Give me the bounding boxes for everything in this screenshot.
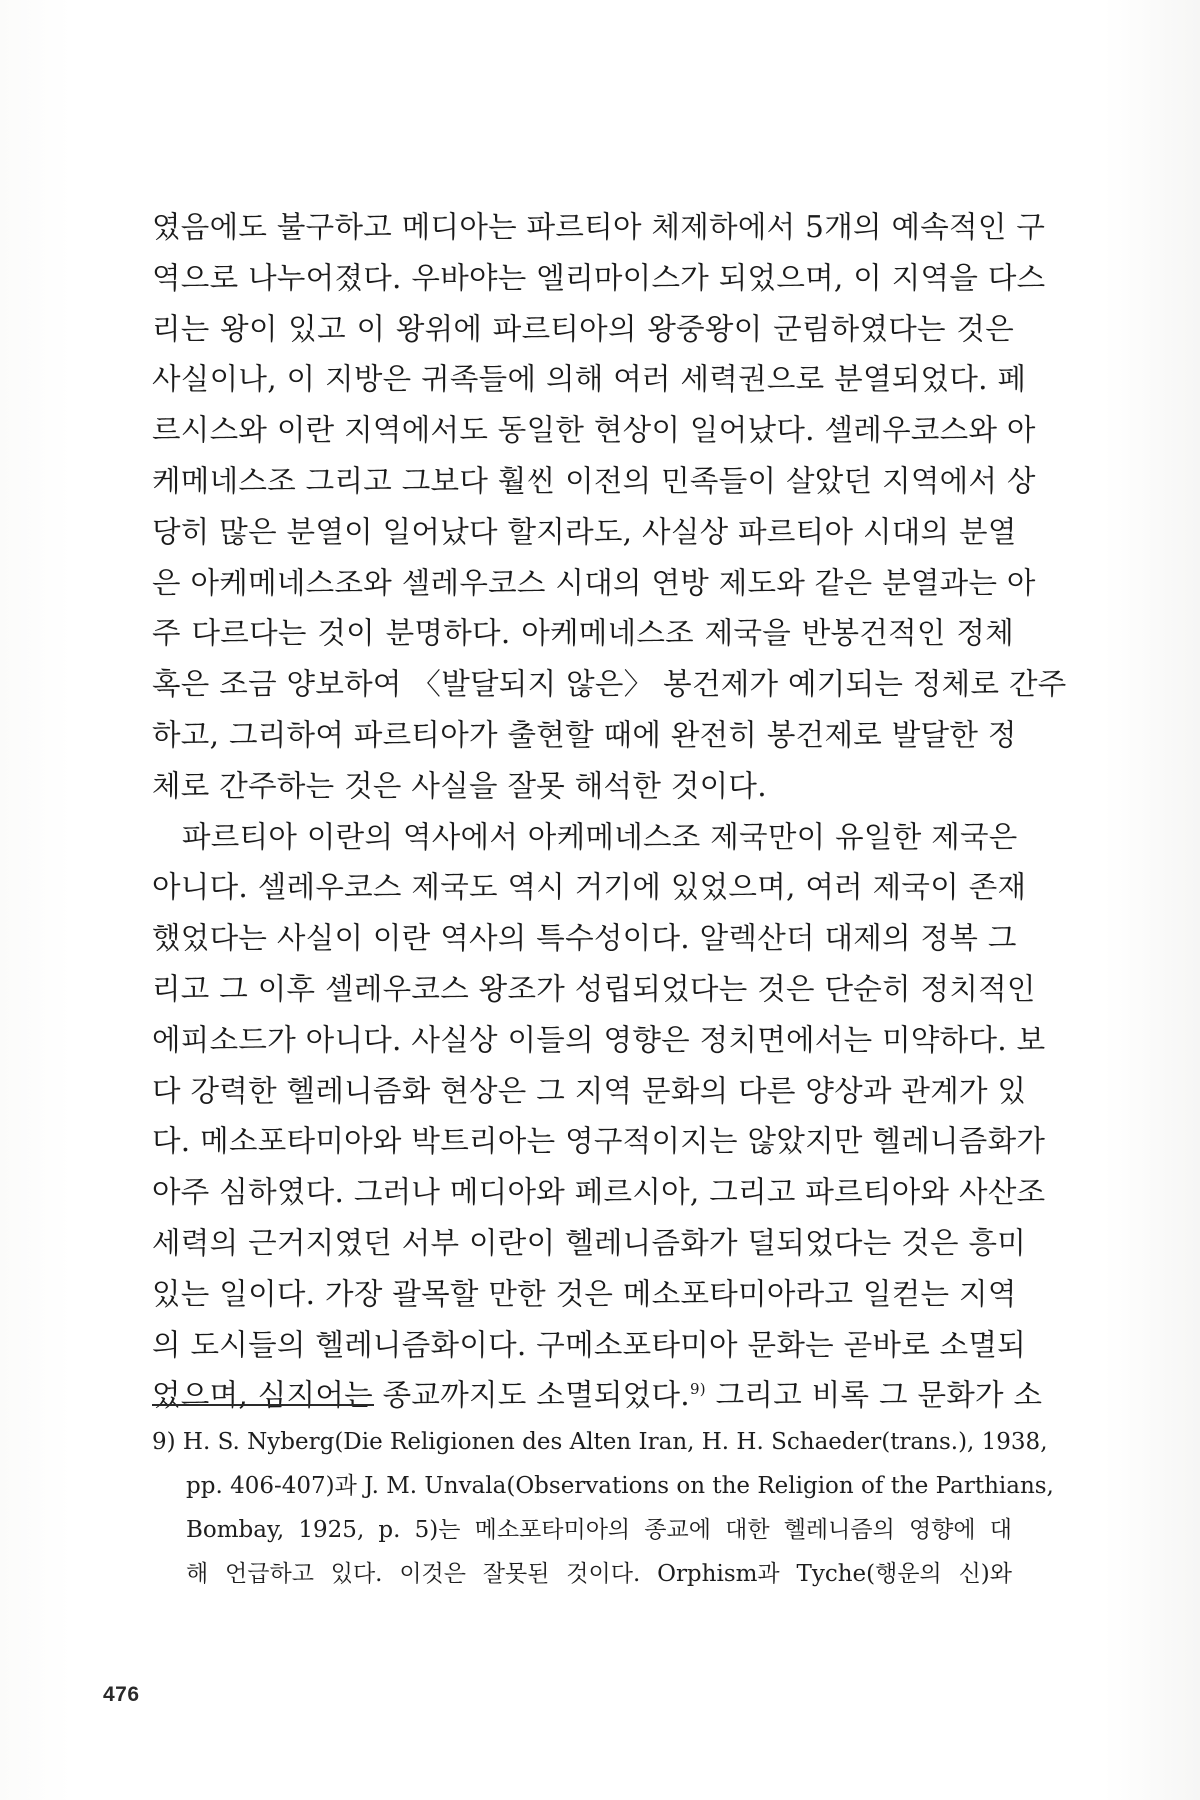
text-line: 의 도시들의 헬레니즘화이다. 구메소포타미아 문화는 곧바로 소멸되 [152,1327,1027,1362]
text-line: 다. 메소포타미아와 박트리아는 영구적이지는 않았지만 헬레니즘화가 [152,1124,1046,1159]
text-line: 당히 많은 분열이 일어났다 할지라도, 사실상 파르티아 시대의 분열 [152,514,1017,549]
footnote [152,1420,1054,1596]
text-line: 아니다. 셀레우코스 제국도 역시 거기에 있었으며, 여러 제국이 존재 [152,870,1027,905]
text-segment: 그리고 비록 그 문화가 소 [715,1378,1043,1413]
text-line: 리는 왕이 있고 이 왕위에 파르티아의 왕중왕이 군림하였다는 것은 [152,311,1014,346]
footnote-reference[interactable]: 9) [689,1380,706,1399]
text-line: 했었다는 사실이 이란 역사의 특수성이다. 알렉산더 대제의 정복 그 [152,921,1017,956]
text-line: 다 강력한 헬레니즘화 현상은 그 지역 문화의 다른 양상과 관계가 있 [152,1073,1027,1108]
body-text [152,202,1067,1421]
paragraph-2 [152,812,1046,1422]
text-line: 체로 간주하는 것은 사실을 잘못 해석한 것이다. [152,768,767,803]
text-line: 에피소드가 아니다. 사실상 이들의 영향은 정치면에서는 미약하다. 보 [152,1022,1046,1057]
text-line: 주 다르다는 것이 분명하다. 아케메네스조 제국을 반봉건적인 정체 [152,616,1014,651]
text-line: 역으로 나누어졌다. 우바야는 엘리마이스가 되었으며, 이 지역을 다스 [152,260,1046,295]
text-line: 은 아케메네스조와 셀레우코스 시대의 연방 제도와 같은 분열과는 아 [152,565,1036,600]
text-line: 리고 그 이후 셀레우코스 왕조가 성립되었다는 것은 단순히 정치적인 [152,971,1036,1006]
paragraph-1 [152,202,1067,812]
text-line-with-footnote [152,1370,1043,1421]
footnote-divider [152,1404,374,1406]
text-line: 세력의 근거지였던 서부 이란이 헬레니즘화가 덜되었다는 것은 흥미 [152,1225,1027,1260]
text-line: 케메네스조 그리고 그보다 훨씬 이전의 민족들이 살았던 지역에서 상 [152,463,1036,498]
text-line: 파르티아 이란의 역사에서 아케메네스조 제국만이 유일한 제국은 [182,819,1018,854]
footnote-line: 해 언급하고 있다. 이것은 잘못된 것이다. Orphism과 Tyche(행운의 신)와 [186,1561,1012,1587]
text-line: 사실이나, 이 지방은 귀족들에 의해 여러 세력권으로 분열되었다. 페 [152,362,1027,397]
text-line: 있는 일이다. 가장 괄목할 만한 것은 메소포타미아라고 일컫는 지역 [152,1276,1017,1311]
footnote-line: pp. 406-407)과 J. M. Unvala(Observations on the Religion of the Parthians, [186,1473,1054,1499]
page-number: 476 [103,1683,140,1706]
text-segment: 었으며, 심지어는 종교까지도 소멸되었다. [152,1378,690,1413]
footnote-line: 9) H. S. Nyberg(Die Religionen des Alten Iran, H. H. Schaeder(trans.), 1938, [152,1429,1048,1455]
text-line: 혹은 조금 양보하여 〈발달되지 않은〉 봉건제가 예기되는 정체로 간주 [152,667,1067,702]
text-line: 하고, 그리하여 파르티아가 출현할 때에 완전히 봉건제로 발달한 정 [152,717,1017,752]
text-line: 였음에도 불구하고 메디아는 파르티아 체제하에서 5개의 예속적인 구 [152,210,1046,244]
text-line: 르시스와 이란 지역에서도 동일한 현상이 일어났다. 셀레우코스와 아 [152,413,1036,448]
footnote-line: Bombay, 1925, p. 5)는 메소포타미아의 종교에 대한 헬레니즘의 영향에 대 [186,1517,1012,1543]
text-line: 아주 심하였다. 그러나 메디아와 페르시아, 그리고 파르티아와 사산조 [152,1175,1046,1210]
